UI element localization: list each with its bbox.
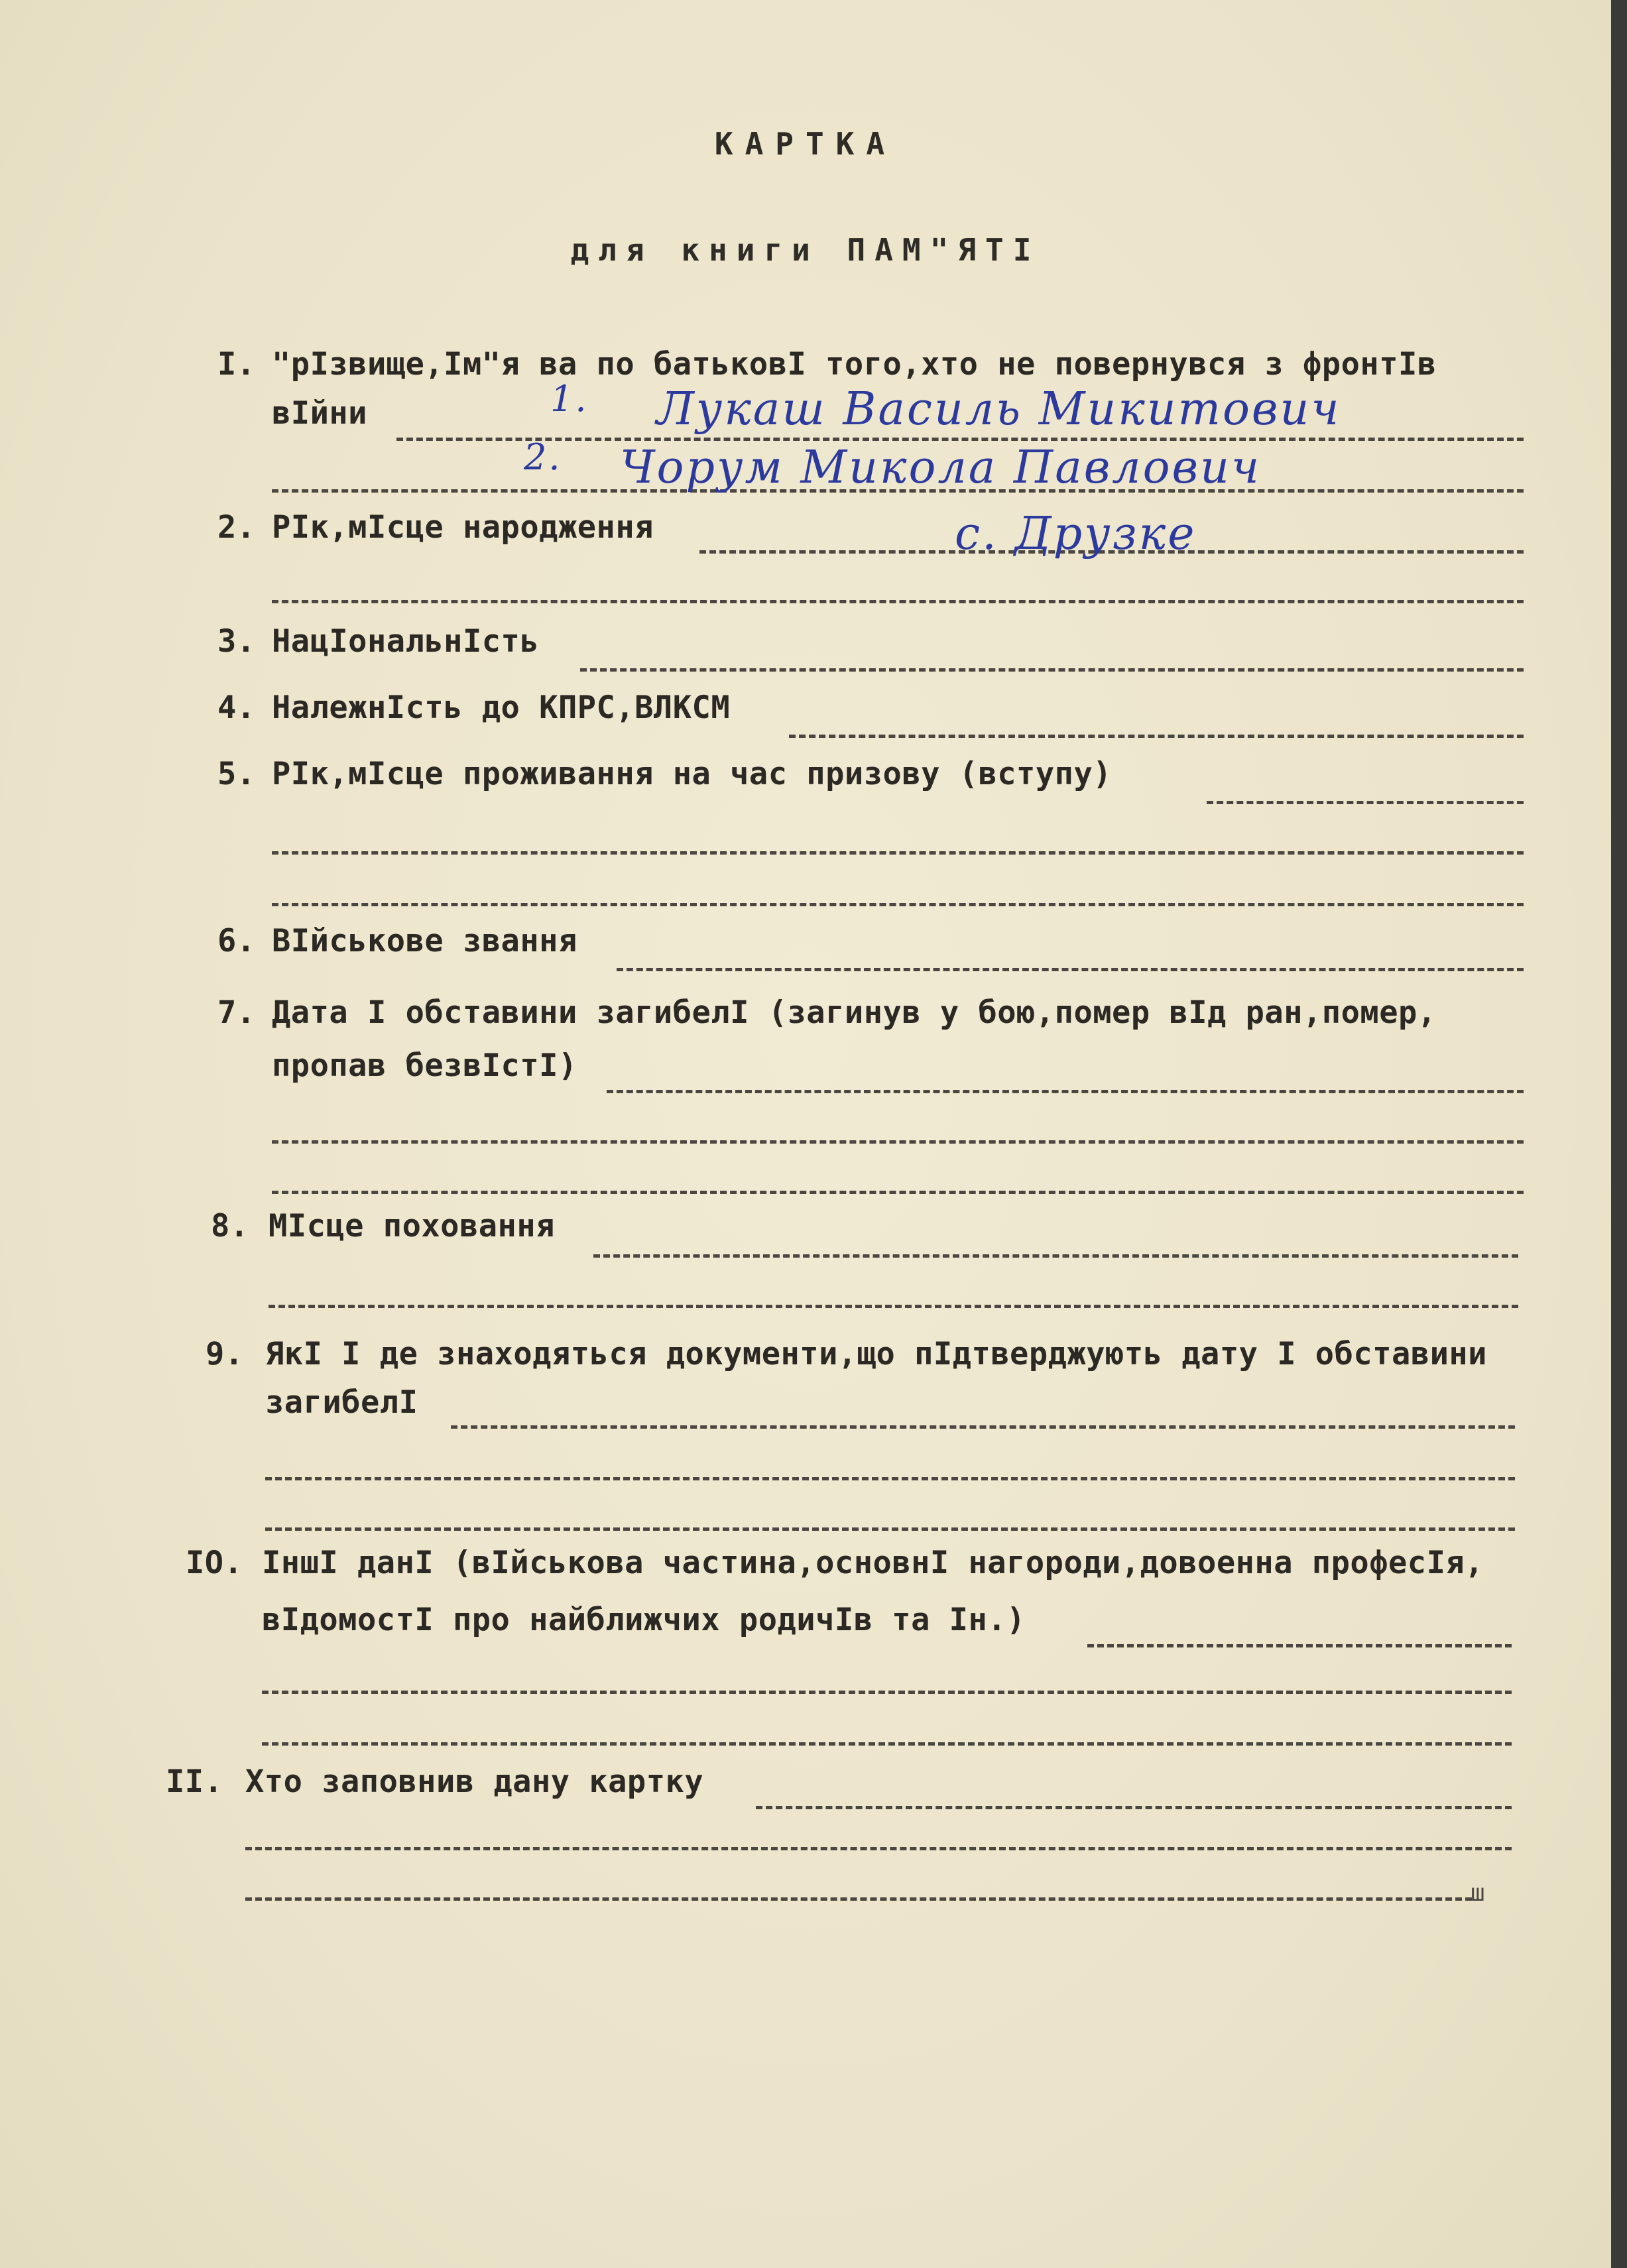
answer-7-line-2[interactable] xyxy=(272,1140,1524,1144)
question-1-text-line1: "рІзвище,Ім"я ва по батьковІ того,хто не повернувся з фронтІв xyxy=(272,346,1437,383)
answer-6-line[interactable] xyxy=(617,968,1524,971)
handwritten-name-1: Лукаш Василь Микитович xyxy=(656,383,1341,436)
answer-7-line-1[interactable] xyxy=(607,1090,1524,1093)
answer-3-line[interactable] xyxy=(580,668,1524,672)
question-9-text-line1: ЯкІ І де знаходяться документи,що пІдтверджують дату І обставини xyxy=(265,1336,1487,1372)
card-subtitle: для книги ПАМ"ЯТІ xyxy=(570,232,1041,268)
card-title: КАРТКА xyxy=(714,126,897,162)
question-10-number: IO. xyxy=(186,1545,243,1581)
answer-9-line-1[interactable] xyxy=(451,1425,1515,1429)
question-8-text: МІсце поховання xyxy=(269,1208,555,1244)
question-7-number: 7. xyxy=(217,994,256,1031)
question-11-text: Хто заповнив дану картку xyxy=(245,1763,704,1800)
answer-10-line-3[interactable] xyxy=(262,1742,1512,1746)
question-2-text: РІк,мІсце народження xyxy=(272,509,654,546)
answer-7-line-3[interactable] xyxy=(272,1191,1524,1194)
question-7-text-line1: Дата І обставини загибелІ (загинув у бою,помер вІд ран,помер, xyxy=(272,994,1437,1031)
question-6-text: ВІйськове звання xyxy=(272,923,577,959)
answer-10-line-2[interactable] xyxy=(262,1691,1512,1694)
answer-5-line-3[interactable] xyxy=(272,903,1524,906)
answer-11-line-3[interactable] xyxy=(245,1897,1472,1901)
question-4-text: НалежнІсть до КПРС,ВЛКСМ xyxy=(272,689,731,726)
handwritten-name-2: Чорум Микола Павлович xyxy=(620,442,1262,494)
handwritten-name-1-number: 1. xyxy=(550,378,589,420)
answer-1-line-1[interactable] xyxy=(396,438,1524,441)
answer-8-line-1[interactable] xyxy=(593,1254,1518,1258)
question-11-number: II. xyxy=(166,1763,223,1800)
question-1-number: I. xyxy=(217,346,256,383)
answer-5-line-2[interactable] xyxy=(272,851,1524,855)
question-7-text-line2: пропав безвІстІ) xyxy=(272,1047,577,1084)
handwritten-birthplace: с. Друзке xyxy=(955,508,1197,560)
answer-11-line-1[interactable] xyxy=(756,1806,1512,1809)
question-9-number: 9. xyxy=(206,1336,244,1372)
question-10-text-line1: ІншІ данІ (вІйськова частина,основнІ нагороди,довоенна професІя, xyxy=(262,1545,1484,1581)
question-9-text-line2: загибелІ xyxy=(265,1384,418,1421)
answer-9-line-2[interactable] xyxy=(265,1477,1515,1480)
answer-2-line-2[interactable] xyxy=(272,600,1524,603)
question-1-text-line2: вІйни xyxy=(272,395,367,432)
answer-4-line[interactable] xyxy=(789,735,1524,738)
question-4-number: 4. xyxy=(217,689,256,726)
answer-9-line-3[interactable] xyxy=(265,1527,1515,1531)
question-2-number: 2. xyxy=(217,509,256,546)
answer-11-line-2[interactable] xyxy=(245,1847,1512,1850)
corner-mark: ш xyxy=(1471,1880,1485,1907)
question-10-text-line2: вІдомостІ про найближчих родичІв та Ін.) xyxy=(262,1602,1026,1638)
question-6-number: 6. xyxy=(217,923,256,959)
answer-5-line-1[interactable] xyxy=(1207,801,1524,804)
question-3-number: 3. xyxy=(217,623,256,660)
question-8-number: 8. xyxy=(211,1208,249,1244)
question-3-text: НацІональнІсть xyxy=(272,623,540,660)
answer-10-line-1[interactable] xyxy=(1087,1644,1512,1647)
question-5-number: 5. xyxy=(217,756,256,792)
handwritten-name-2-number: 2. xyxy=(524,436,562,478)
question-5-text: РІк,мІсце проживання на час призову (вступу) xyxy=(272,756,1113,792)
answer-8-line-2[interactable] xyxy=(269,1305,1518,1308)
